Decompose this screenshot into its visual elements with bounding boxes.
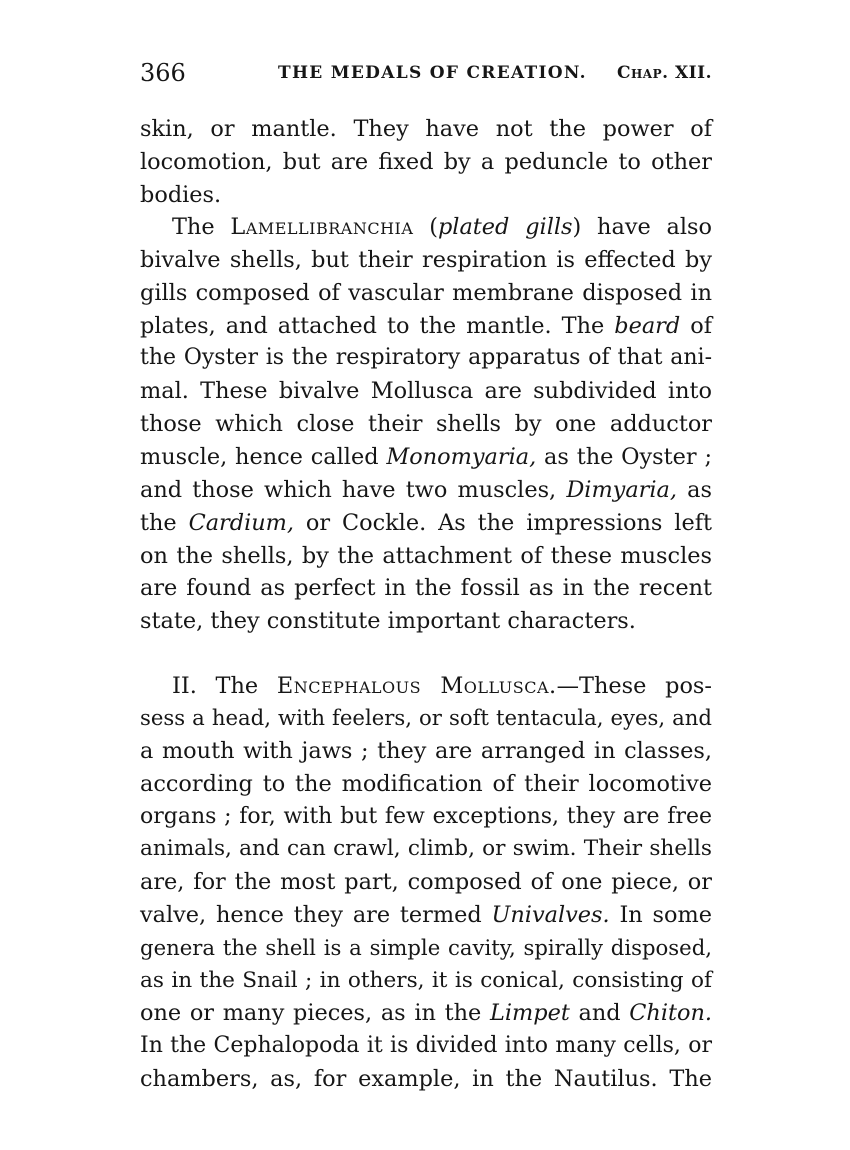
text-line: gills composed of vascular membrane disposed in [140, 280, 712, 306]
term-lamellibranchia: Lamellibranchia [230, 214, 414, 240]
text-line: are found as perfect in the fossil as in the recent [140, 575, 712, 601]
text-line: plates, and attached to the mantle. The beard of [140, 313, 712, 339]
term-encephalous-mollusca: Encephalous Mollusca. [276, 673, 557, 699]
text-line: organs ; for, with but few exceptions, they are free [140, 804, 712, 829]
page-number: 366 [140, 59, 186, 87]
text-line: the Oyster is the respiratory apparatus of that ani- [140, 345, 712, 370]
text-line: on the shells, by the attachment of these muscles [140, 543, 712, 569]
text-line: animals, and can crawl, climb, or swim. Their shells [140, 836, 712, 861]
text-line: according to the modification of their locomotive [140, 771, 712, 797]
chapter-label: Chap. XII. [616, 63, 712, 83]
text-line: mal. These bivalve Mollusca are subdivided into [140, 378, 712, 404]
text-line: and those which have two muscles, Dimyaria, as [140, 477, 712, 503]
text-line: muscle, hence called Monomyaria, as the Oyster ; [140, 444, 712, 470]
text-line: chambers, as, for example, in the Nautilus. The [140, 1066, 712, 1092]
text-line: one or many pieces, as in the Limpet and Chiton. [140, 1000, 713, 1026]
text-line: genera the shell is a simple cavity, spirally disposed, [140, 935, 712, 960]
text-line: The Lamellibranchia (plated gills) have also [172, 214, 713, 240]
text-line: a mouth with jaws ; they are arranged in classes, [140, 738, 712, 764]
text-line: those which close their shells by one adductor [140, 411, 712, 437]
text-line: as in the Snail ; in others, it is conical, consisting of [140, 968, 712, 993]
text-line: valve, hence they are termed Univalves. In some [140, 902, 712, 928]
text-line: bodies. [140, 182, 222, 208]
text-line: are, for the most part, composed of one piece, or [140, 869, 712, 895]
text-line: locomotion, but are fixed by a peduncle to other [140, 149, 712, 175]
running-header [140, 58, 712, 88]
text-line: In the Cephalopoda it is divided into many cells, or [140, 1033, 712, 1058]
text-line: the Cardium, or Cockle. As the impressions left [140, 510, 712, 536]
text-line: sess a head, with feelers, or soft tentacula, eyes, and [140, 705, 712, 730]
text-line: bivalve shells, but their respiration is effected by [140, 247, 712, 273]
text-line: skin, or mantle. They have not the power of [140, 116, 712, 142]
running-title: THE MEDALS OF CREATION. [278, 63, 587, 83]
text-line: state, they constitute important characters. [140, 608, 636, 634]
text-line: II. The Encephalous Mollusca.—These pos- [172, 673, 712, 699]
